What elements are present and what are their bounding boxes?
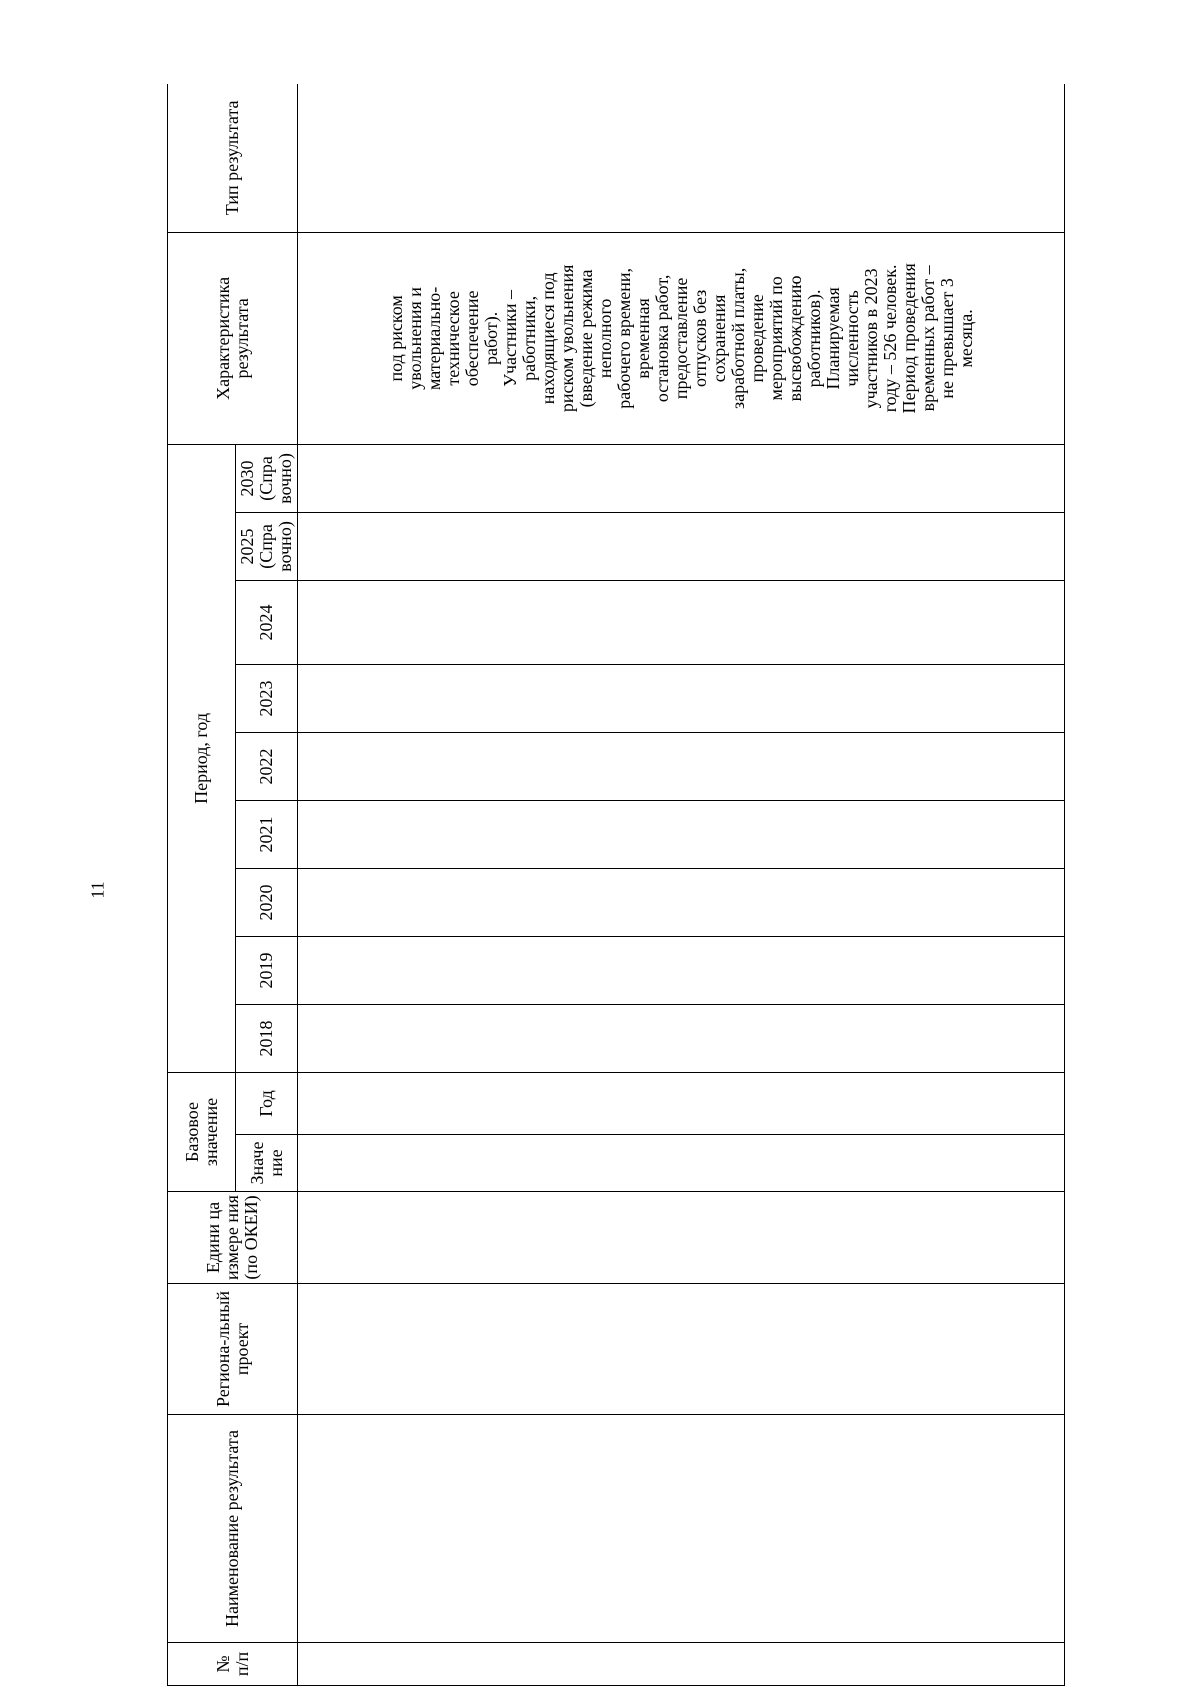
header-name: Наименование результата bbox=[168, 1415, 298, 1643]
header-unit: Едини ца измере ния (по ОКЕИ) bbox=[168, 1192, 298, 1284]
header-year-2023: 2023 bbox=[236, 664, 298, 732]
characteristic-line: сохранения bbox=[708, 294, 729, 383]
header-base-value-year: Год bbox=[236, 1072, 298, 1134]
cell-2022 bbox=[298, 732, 1065, 800]
characteristic-line: под риском bbox=[385, 295, 406, 382]
cell-type bbox=[298, 84, 1065, 232]
characteristic-line: техническое bbox=[442, 291, 463, 386]
cell-2020 bbox=[298, 868, 1065, 936]
characteristic-line: предоставление bbox=[670, 277, 691, 400]
results-table bbox=[167, 84, 1065, 1686]
header-year-2020: 2020 bbox=[236, 868, 298, 936]
characteristic-line: численность bbox=[841, 290, 862, 387]
characteristic-line: отпусков без bbox=[689, 289, 710, 388]
header-num: № п/п bbox=[168, 1643, 298, 1686]
header-year-2019: 2019 bbox=[236, 936, 298, 1004]
cell-base-year bbox=[298, 1072, 1065, 1134]
cell-characteristic bbox=[298, 232, 1065, 444]
characteristic-line: году – 526 человек. bbox=[879, 264, 900, 413]
cell-2023 bbox=[298, 664, 1065, 732]
cell-2025 bbox=[298, 512, 1065, 580]
results-table-container bbox=[167, 84, 1065, 1686]
characteristic-line: мероприятий по bbox=[765, 276, 786, 401]
header-year-2018: 2018 bbox=[236, 1004, 298, 1072]
cell-unit bbox=[298, 1192, 1065, 1284]
header-year-2030: 2030 (Спра вочно) bbox=[236, 444, 298, 512]
characteristic-line: заработной платы, bbox=[727, 267, 748, 409]
characteristic-line: неполного bbox=[594, 298, 615, 379]
cell-2030 bbox=[298, 444, 1065, 512]
cell-2019 bbox=[298, 936, 1065, 1004]
cell-2021 bbox=[298, 800, 1065, 868]
characteristic-line: рабочего времени, bbox=[613, 267, 634, 409]
characteristic-line: риском увольнения bbox=[556, 264, 577, 413]
header-year-2025: 2025 (Спра вочно) bbox=[236, 512, 298, 580]
characteristic-line: Период проведения bbox=[898, 263, 919, 414]
header-base-value: Базовое значение bbox=[168, 1072, 236, 1191]
cell-num bbox=[298, 1643, 1065, 1686]
header-year-2024: 2024 bbox=[236, 580, 298, 664]
characteristic-line: Участники – bbox=[499, 289, 520, 387]
table-row bbox=[298, 84, 1065, 1686]
characteristic-line: проведение bbox=[746, 294, 767, 383]
cell-name bbox=[298, 1415, 1065, 1643]
header-year-2021: 2021 bbox=[236, 800, 298, 868]
cell-2018 bbox=[298, 1004, 1065, 1072]
rotated-table-layer bbox=[167, 84, 1065, 1686]
characteristic-line: находящиеся под bbox=[537, 272, 558, 405]
header-type: Тип результата bbox=[168, 84, 298, 232]
characteristic-line: месяца. bbox=[955, 309, 976, 368]
characteristic-line: работ). bbox=[480, 311, 501, 366]
header-year-2022: 2022 bbox=[236, 732, 298, 800]
cell-2024 bbox=[298, 580, 1065, 664]
header-characteristic: Характеристика результата bbox=[168, 232, 298, 444]
characteristic-line: работников). bbox=[803, 289, 824, 388]
characteristic-line: не превышает 3 bbox=[936, 278, 957, 399]
characteristic-line: участников в 2023 bbox=[860, 268, 881, 409]
characteristic-line: временных работ – bbox=[917, 265, 938, 412]
page-number: 11 bbox=[87, 881, 108, 899]
cell-regional-project bbox=[298, 1284, 1065, 1415]
characteristic-line: материально- bbox=[423, 286, 444, 390]
characteristic-line: увольнения и bbox=[404, 287, 425, 390]
characteristic-line: Планируемая bbox=[822, 287, 843, 390]
header-period: Период, год bbox=[168, 444, 236, 1072]
characteristic-line: остановка работ, bbox=[651, 274, 672, 403]
characteristic-line: работники, bbox=[518, 295, 539, 381]
header-regional-project: Региона-льный проект bbox=[168, 1284, 298, 1415]
characteristic-line: (введение режима bbox=[575, 269, 596, 408]
characteristic-line: высвобождению bbox=[784, 275, 805, 402]
cell-base-value bbox=[298, 1135, 1065, 1192]
characteristic-line: временная bbox=[632, 298, 653, 379]
header-base-value-value: Значе ние bbox=[236, 1135, 298, 1192]
characteristic-line: обеспечение bbox=[461, 290, 482, 387]
